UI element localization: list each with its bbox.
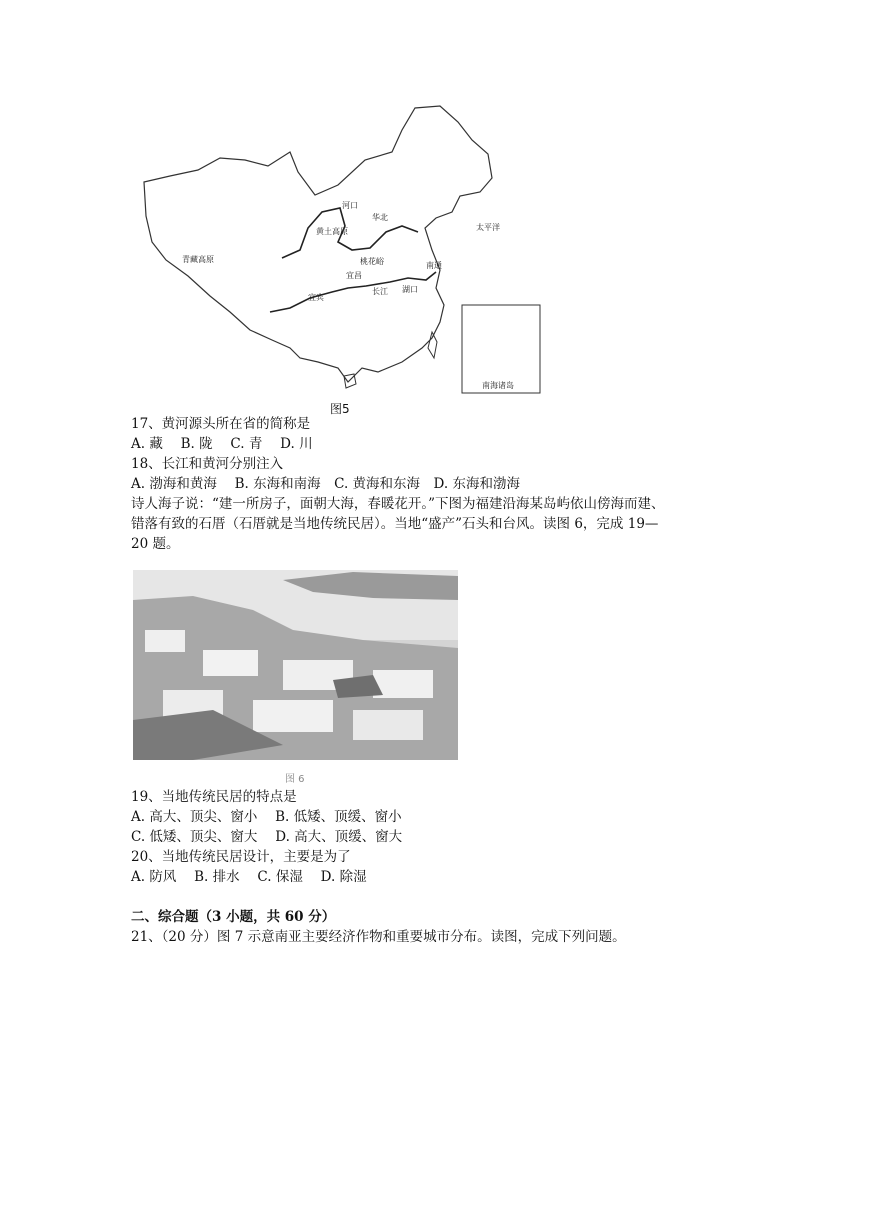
map-label-hekou: 河口 bbox=[342, 201, 358, 210]
stone-houses-photo bbox=[133, 570, 458, 760]
map-label-nanhai: 南海诸岛 bbox=[482, 381, 514, 390]
passage-line-3: 20 题。 bbox=[131, 536, 180, 552]
map-label-nantong: 南通 bbox=[426, 261, 442, 270]
hainan-island bbox=[344, 374, 356, 388]
map-label-hukou: 湖口 bbox=[402, 285, 418, 294]
map-label-changjiang: 长江 bbox=[372, 287, 388, 296]
q19-stem: 19、当地传统民居的特点是 bbox=[131, 789, 297, 805]
q19-options-ab: A. 高大、顶尖、窗小 B. 低矮、顶缓、窗小 bbox=[131, 809, 402, 825]
section2-heading: 二、综合题（3 小题，共 60 分） bbox=[131, 909, 336, 925]
q20-options: A. 防风 B. 排水 C. 保湿 D. 除湿 bbox=[131, 869, 367, 885]
q21-stem: 21、（20 分）图 7 示意南亚主要经济作物和重要城市分布。读图，完成下列问题。 bbox=[131, 929, 626, 945]
passage-line-1: 诗人海子说：“建一所房子，面朝大海，春暖花开。”下图为福建沿海某岛屿依山傍海而建、 bbox=[131, 496, 665, 512]
map-label-pacific: 太平洋 bbox=[476, 223, 500, 232]
map-label-huabei: 华北 bbox=[372, 213, 388, 222]
figure5-caption: 图5 bbox=[330, 402, 350, 416]
china-map-figure bbox=[140, 100, 545, 400]
map-label-yibin: 宜宾 bbox=[308, 293, 324, 302]
south-sea-inset bbox=[462, 305, 540, 393]
q18-options: A. 渤海和黄海 B. 东海和南海 C. 黄海和东海 D. 东海和渤海 bbox=[131, 476, 520, 492]
q17-stem: 17、黄河源头所在省的简称是 bbox=[131, 416, 311, 432]
china-outline bbox=[144, 106, 492, 382]
q19-options-cd: C. 低矮、顶尖、窗大 D. 高大、顶缓、窗大 bbox=[131, 829, 403, 845]
map-label-yichang: 宜昌 bbox=[346, 271, 362, 280]
q17-options: A. 藏 B. 陇 C. 青 D. 川 bbox=[131, 436, 313, 452]
yellow-river bbox=[282, 208, 418, 258]
q18-stem: 18、长江和黄河分别注入 bbox=[131, 456, 284, 472]
q20-stem: 20、当地传统民居设计，主要是为了 bbox=[131, 849, 351, 865]
passage-line-2: 错落有致的石厝（石厝就是当地传统民居）。当地“盛产”石头和台风。读图 6，完成 19— bbox=[131, 516, 659, 532]
map-label-qinghai: 青藏高原 bbox=[182, 255, 214, 264]
map-label-taohuayu: 桃花峪 bbox=[360, 257, 384, 266]
map-label-huangtu: 黄土高原 bbox=[316, 227, 348, 236]
figure6-caption: 图 6 bbox=[285, 774, 305, 785]
